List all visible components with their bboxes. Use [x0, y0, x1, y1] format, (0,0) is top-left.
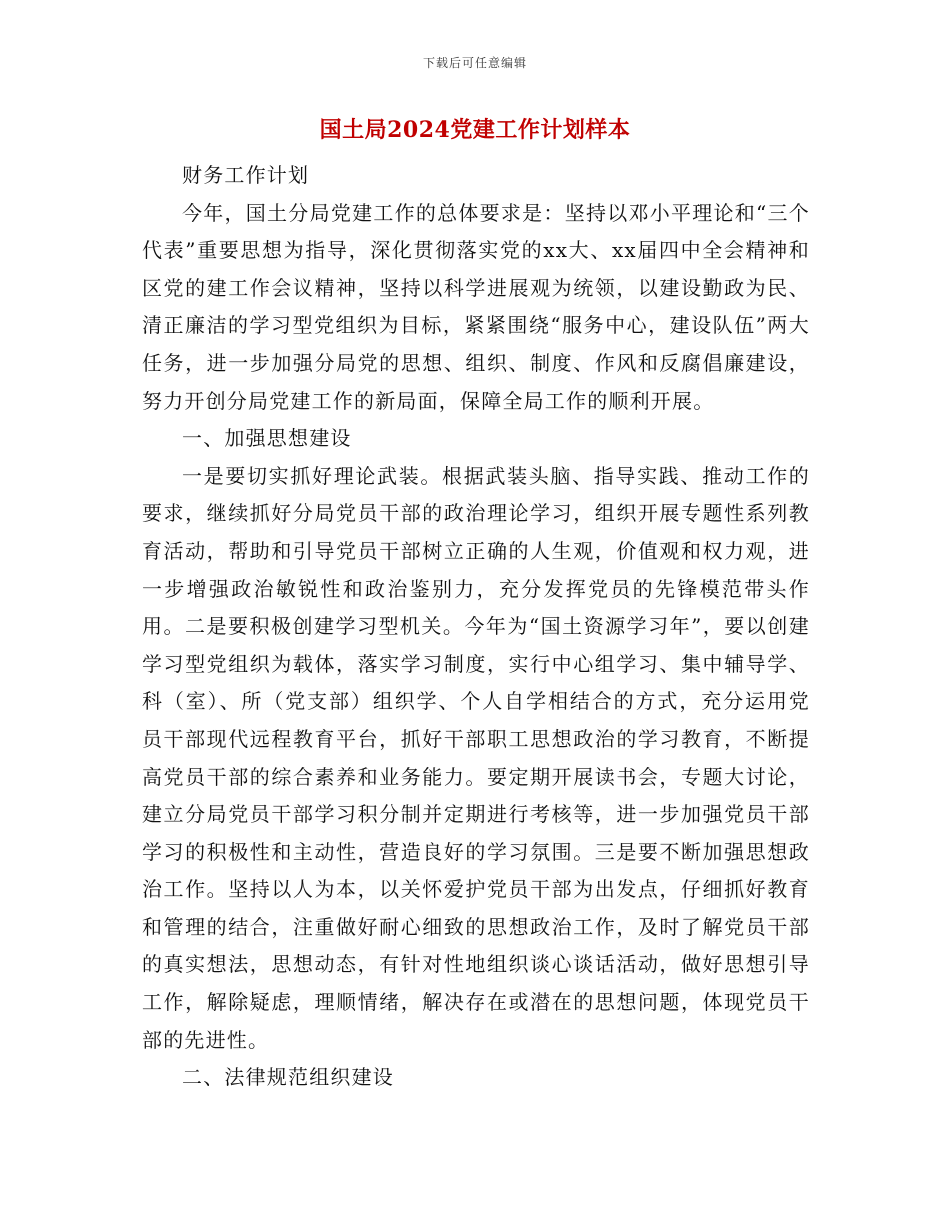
- paragraph-subtitle: 财务工作计划: [182, 163, 310, 187]
- page-header-note: 下载后可任意编辑: [422, 56, 527, 70]
- document-title: 国土局2024党建工作计划样本: [319, 117, 631, 143]
- paragraph-overview: 今年，国土分局党建工作的总体要求是：坚持以邓小平理论和“三个代表”重要思想为指导，深化贯彻落实党的xx大、xx届四中全会精神和区党的建工作会议精神，坚持以科学进展观为统领，以建设勤政为民、清正廉洁的学习型党组织为目标，紧紧围绕“服务中心，建设队伍”两大任务，进一步加强分局党的思想、组织、制度、作风和反腐倡廉建设，努力开创分局党建工作的新局面，保障全局工作的顺利开展。: [142, 200, 810, 413]
- document-body: [142, 157, 810, 1097]
- paragraph-section-1: 一是要切实抓好理论武装。根据武装头脑、指导实践、推动工作的要求，继续抓好分局党员干部的政治理论学习，组织开展专题性系列教育活动，帮助和引导党员干部树立正确的人生观，价值观和权力观，进一步增强政治敏锐性和政治鉴别力，充分发挥党员的先锋模范带头作用。二是要积极创建学习型机关。今年为“国土资源学习年”，要以创建学习型党组织为载体，落实学习制度，实行中心组学习、集中辅导学、科（室）、所（党支部）组织学、个人自学相结合的方式，充分运用党员干部现代远程教育平台，抓好干部职工思想政治的学习教育，不断提高党员干部的综合素养和业务能力。要定期开展读书会，专题大讨论，建立分局党员干部学习积分制并定期进行考核等，进一步加强党员干部学习的积极性和主动性，营造良好的学习氛围。三是要不断加强思想政治工作。坚持以人为本，以关怀爱护党员干部为出发点，仔细抓好教育和管理的结合，注重做好耐心细致的思想政治工作，及时了解党员干部的真实想法，思想动态，有针对性地组织谈心谈话活动，做好思想引导工作，解除疑虑，理顺情绪，解决存在或潜在的思想问题，体现党员干部的先进性。: [142, 463, 810, 1052]
- section-heading-1: 一、加强思想建设: [182, 426, 352, 451]
- section-heading-2: 二、法律规范组织建设: [182, 1065, 394, 1090]
